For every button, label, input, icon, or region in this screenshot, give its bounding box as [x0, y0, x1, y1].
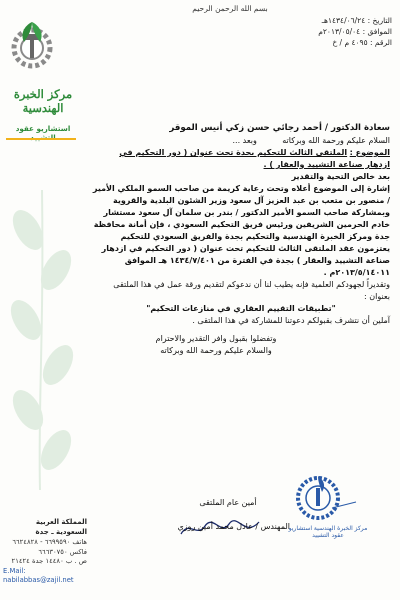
letterhead-sidebar: [0, 0, 88, 600]
official-stamp-icon: [290, 468, 360, 530]
paper-title: "تطبيقات التقييم العقاري في منازعات التحكيم": [146, 303, 336, 313]
recipient-line: سعادة الدكتور / أحمد رجائي حسن زكي أنيس الموقر: [169, 123, 390, 133]
greeting-text: السلام عليكم ورحمة الله وبركاته: [282, 135, 390, 145]
contact-phone: هاتف ٦٦٩٩٥٩٠ - ٦٦٢٤٨٢٨: [12, 537, 87, 546]
basmala: بسم الله الرحمن الرحيم: [192, 4, 268, 13]
date-hijri: التاريخ : ١٤٣٤/٠٦/٢٤هـ: [321, 16, 392, 25]
signatory-name: المهندس / عادل محمد أمين روزي: [177, 522, 290, 531]
main-paragraph: إشارة إلى الموضوع أعلاه وتحت رعاية كريمة من صاحب السمو الملكي الأمير / منصور بن متعب بن عبد العزيز آل سعود وزير الشئون البلدية والقروية وبمشاركة صاحب السمو الأمير الدكتور / بندر بن سلمان آل سعود مستشار خادم الحرمين الشريفين ورئيس فريق التحكيم السعودي ، فإن أمانة محافظة جدة ومركز الخبرة الهندسية والتحكيم بجدة والفريق السعودي للتحكيم يعتزمون عقد الملتقى الثالث للتحكيم تحت عنوان ( دور التحكيم في ازدهار صناعة التشييد والعقار ) بجدة في الفترة من ١٤٣٤/٧/٤٠١ هـ الموافق ٢٠١٣/٥/١٤٠١١م .: [92, 183, 390, 277]
subject-label: الموضوع :: [349, 147, 390, 157]
date-gregorian: الموافق : ٢٠١٣/٠٥/٠٤م: [318, 26, 392, 36]
sidebar-divider: [6, 138, 76, 140]
opening-salutation: بعد خالص التحية والتقدير: [291, 171, 390, 181]
contact-email: E.Mail: nabilabbas@zajil.net: [3, 566, 74, 585]
contact-fax: فاكس ٦٦٦٣٠٧٥٠: [38, 547, 87, 556]
organization-name: مركز الخبرة الهندسية: [13, 87, 73, 115]
organization-logo-icon: [6, 18, 58, 70]
contact-block: [3, 518, 87, 586]
greeting-line: [92, 135, 390, 147]
after-text: وبعد ...: [232, 135, 257, 145]
contact-country-city: المملكة العربية السعودية ـ جدة: [35, 518, 87, 536]
reference-block: [262, 16, 392, 49]
organization-tagline: استشاريو عقود: [15, 124, 71, 133]
closing-regards: وتفضلوا بقبول وافر التقدير والاحترام: [155, 333, 277, 343]
hope-line: آملين أن نتشرف بقبولكم دعوتنا للمشاركة في هذا الملتقى .: [192, 315, 390, 325]
leaf-watermark-icon: [0, 170, 86, 500]
reference-number: الرقم : ٤٠٩٥ م / خ: [332, 37, 392, 47]
invitation-paragraph: وتقديراً لجهودكم العلمية فإنه يطيب لنا أن ندعوكم لتقديم ورقة عمل في هذا الملتقى بعنوان :: [113, 279, 390, 301]
subject-line: [92, 147, 390, 171]
contact-po-box: ص . ب ١٤٤٨٠ جدة ٢١٤٢٤: [11, 557, 87, 566]
letter-body: [92, 122, 390, 357]
closing-peace: والسلام عليكم ورحمة الله وبركاته: [160, 345, 272, 355]
closing-block: [92, 333, 390, 357]
signatory-title: أمين عام الملتقى: [199, 498, 257, 507]
stamp-text: مركز الخبرة الهندسية استشاريو عقود التشييد: [288, 525, 368, 540]
subject-text: الملتقى الثالث للتحكيم بجدة تحت عنوان ( دور التحكيم في ازدهار صناعة التشييد والعقار ) .: [119, 147, 390, 169]
